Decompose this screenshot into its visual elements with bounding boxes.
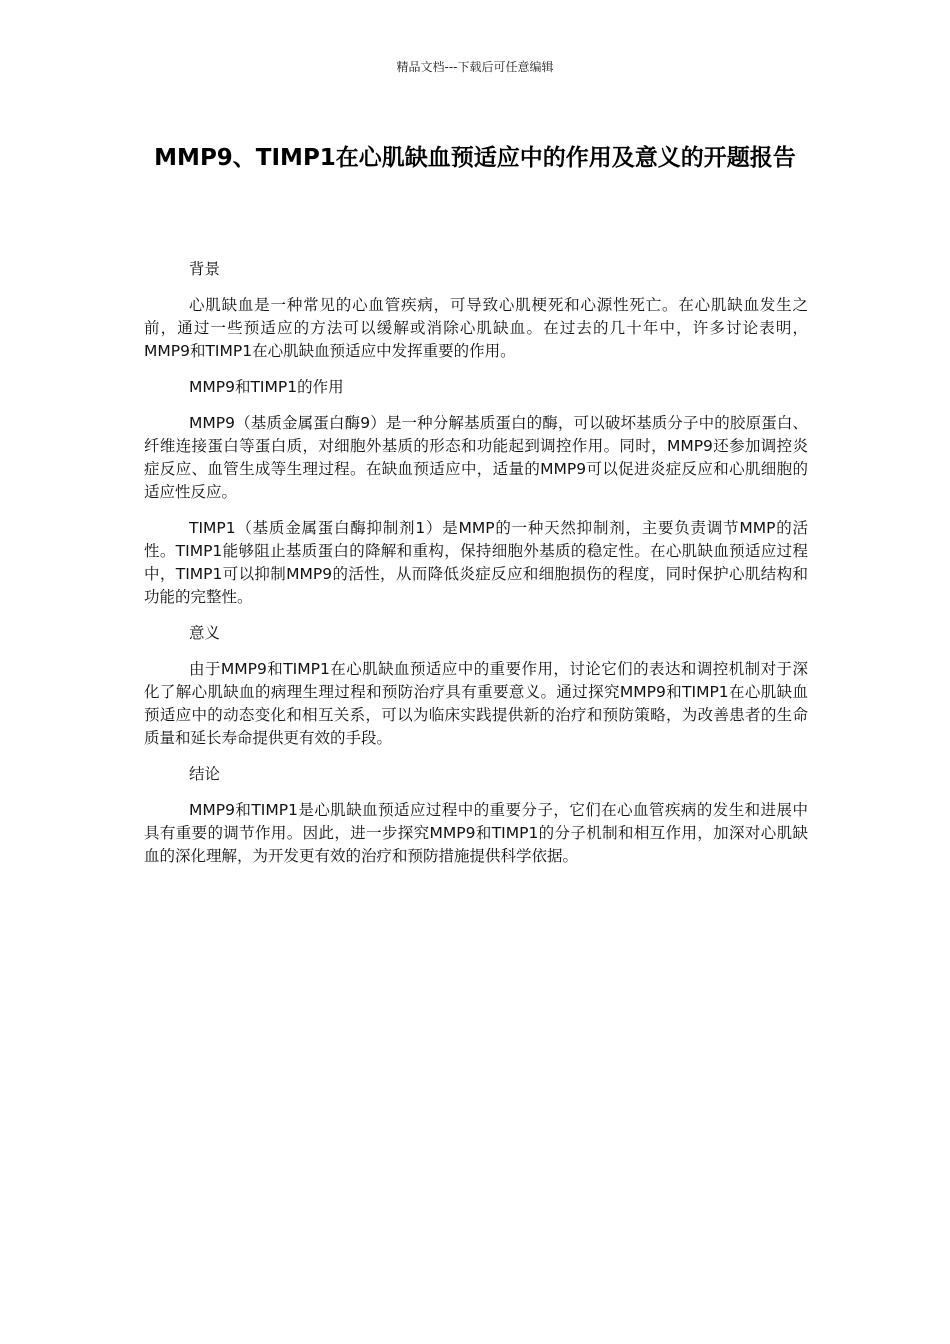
- section-heading-roles: MMP9和TIMP1的作用: [189, 378, 344, 396]
- paragraph-mmp9: MMP9（基质金属蛋白酶9）是一种分解基质蛋白的酶，可以破坏基质分子中的胶原蛋白、纤维连接蛋白等蛋白质，对细胞外基质的形态和功能起到调控作用。同时，MMP9还参加调控炎症反应、血管生成等生理过程。在缺血预适应中，适量的MMP9可以促进炎症反应和心肌细胞的适应性反应。: [144, 414, 808, 501]
- page-header-note: 精品文档---下载后可任意编辑: [396, 60, 554, 74]
- paragraph-significance: 由于MMP9和TIMP1在心肌缺血预适应中的重要作用，讨论它们的表达和调控机制对于深化了解心肌缺血的病理生理过程和预防治疗具有重要意义。通过探究MMP9和TIMP1在心肌缺血预适应中的动态变化和相互关系，可以为临床实践提供新的治疗和预防策略，为改善患者的生命质量和延长寿命提供更有效的手段。: [144, 660, 808, 747]
- document-body: [144, 258, 808, 881]
- paragraph-timp1: TIMP1（基质金属蛋白酶抑制剂1）是MMP的一种天然抑制剂，主要负责调节MMP的活性。TIMP1能够阻止基质蛋白的降解和重构，保持细胞外基质的稳定性。在心肌缺血预适应过程中，TIMP1可以抑制MMP9的活性，从而降低炎症反应和细胞损伤的程度，同时保护心肌结构和功能的完整性。: [144, 519, 808, 606]
- document-title: MMP9、TIMP1在心肌缺血预适应中的作用及意义的开题报告: [154, 145, 796, 171]
- paragraph-background: 心肌缺血是一种常见的心血管疾病，可导致心肌梗死和心源性死亡。在心肌缺血发生之前，通过一些预适应的方法可以缓解或消除心肌缺血。在过去的几十年中，许多讨论表明，MMP9和TIMP1在心肌缺血预适应中发挥重要的作用。: [144, 296, 808, 360]
- section-heading-significance: 意义: [189, 624, 221, 642]
- section-heading-background: 背景: [189, 260, 221, 278]
- section-heading-conclusion: 结论: [189, 765, 221, 783]
- paragraph-conclusion: MMP9和TIMP1是心肌缺血预适应过程中的重要分子，它们在心血管疾病的发生和进展中具有重要的调节作用。因此，进一步探究MMP9和TIMP1的分子机制和相互作用，加深对心肌缺血的深化理解，为开发更有效的治疗和预防措施提供科学依据。: [144, 801, 808, 865]
